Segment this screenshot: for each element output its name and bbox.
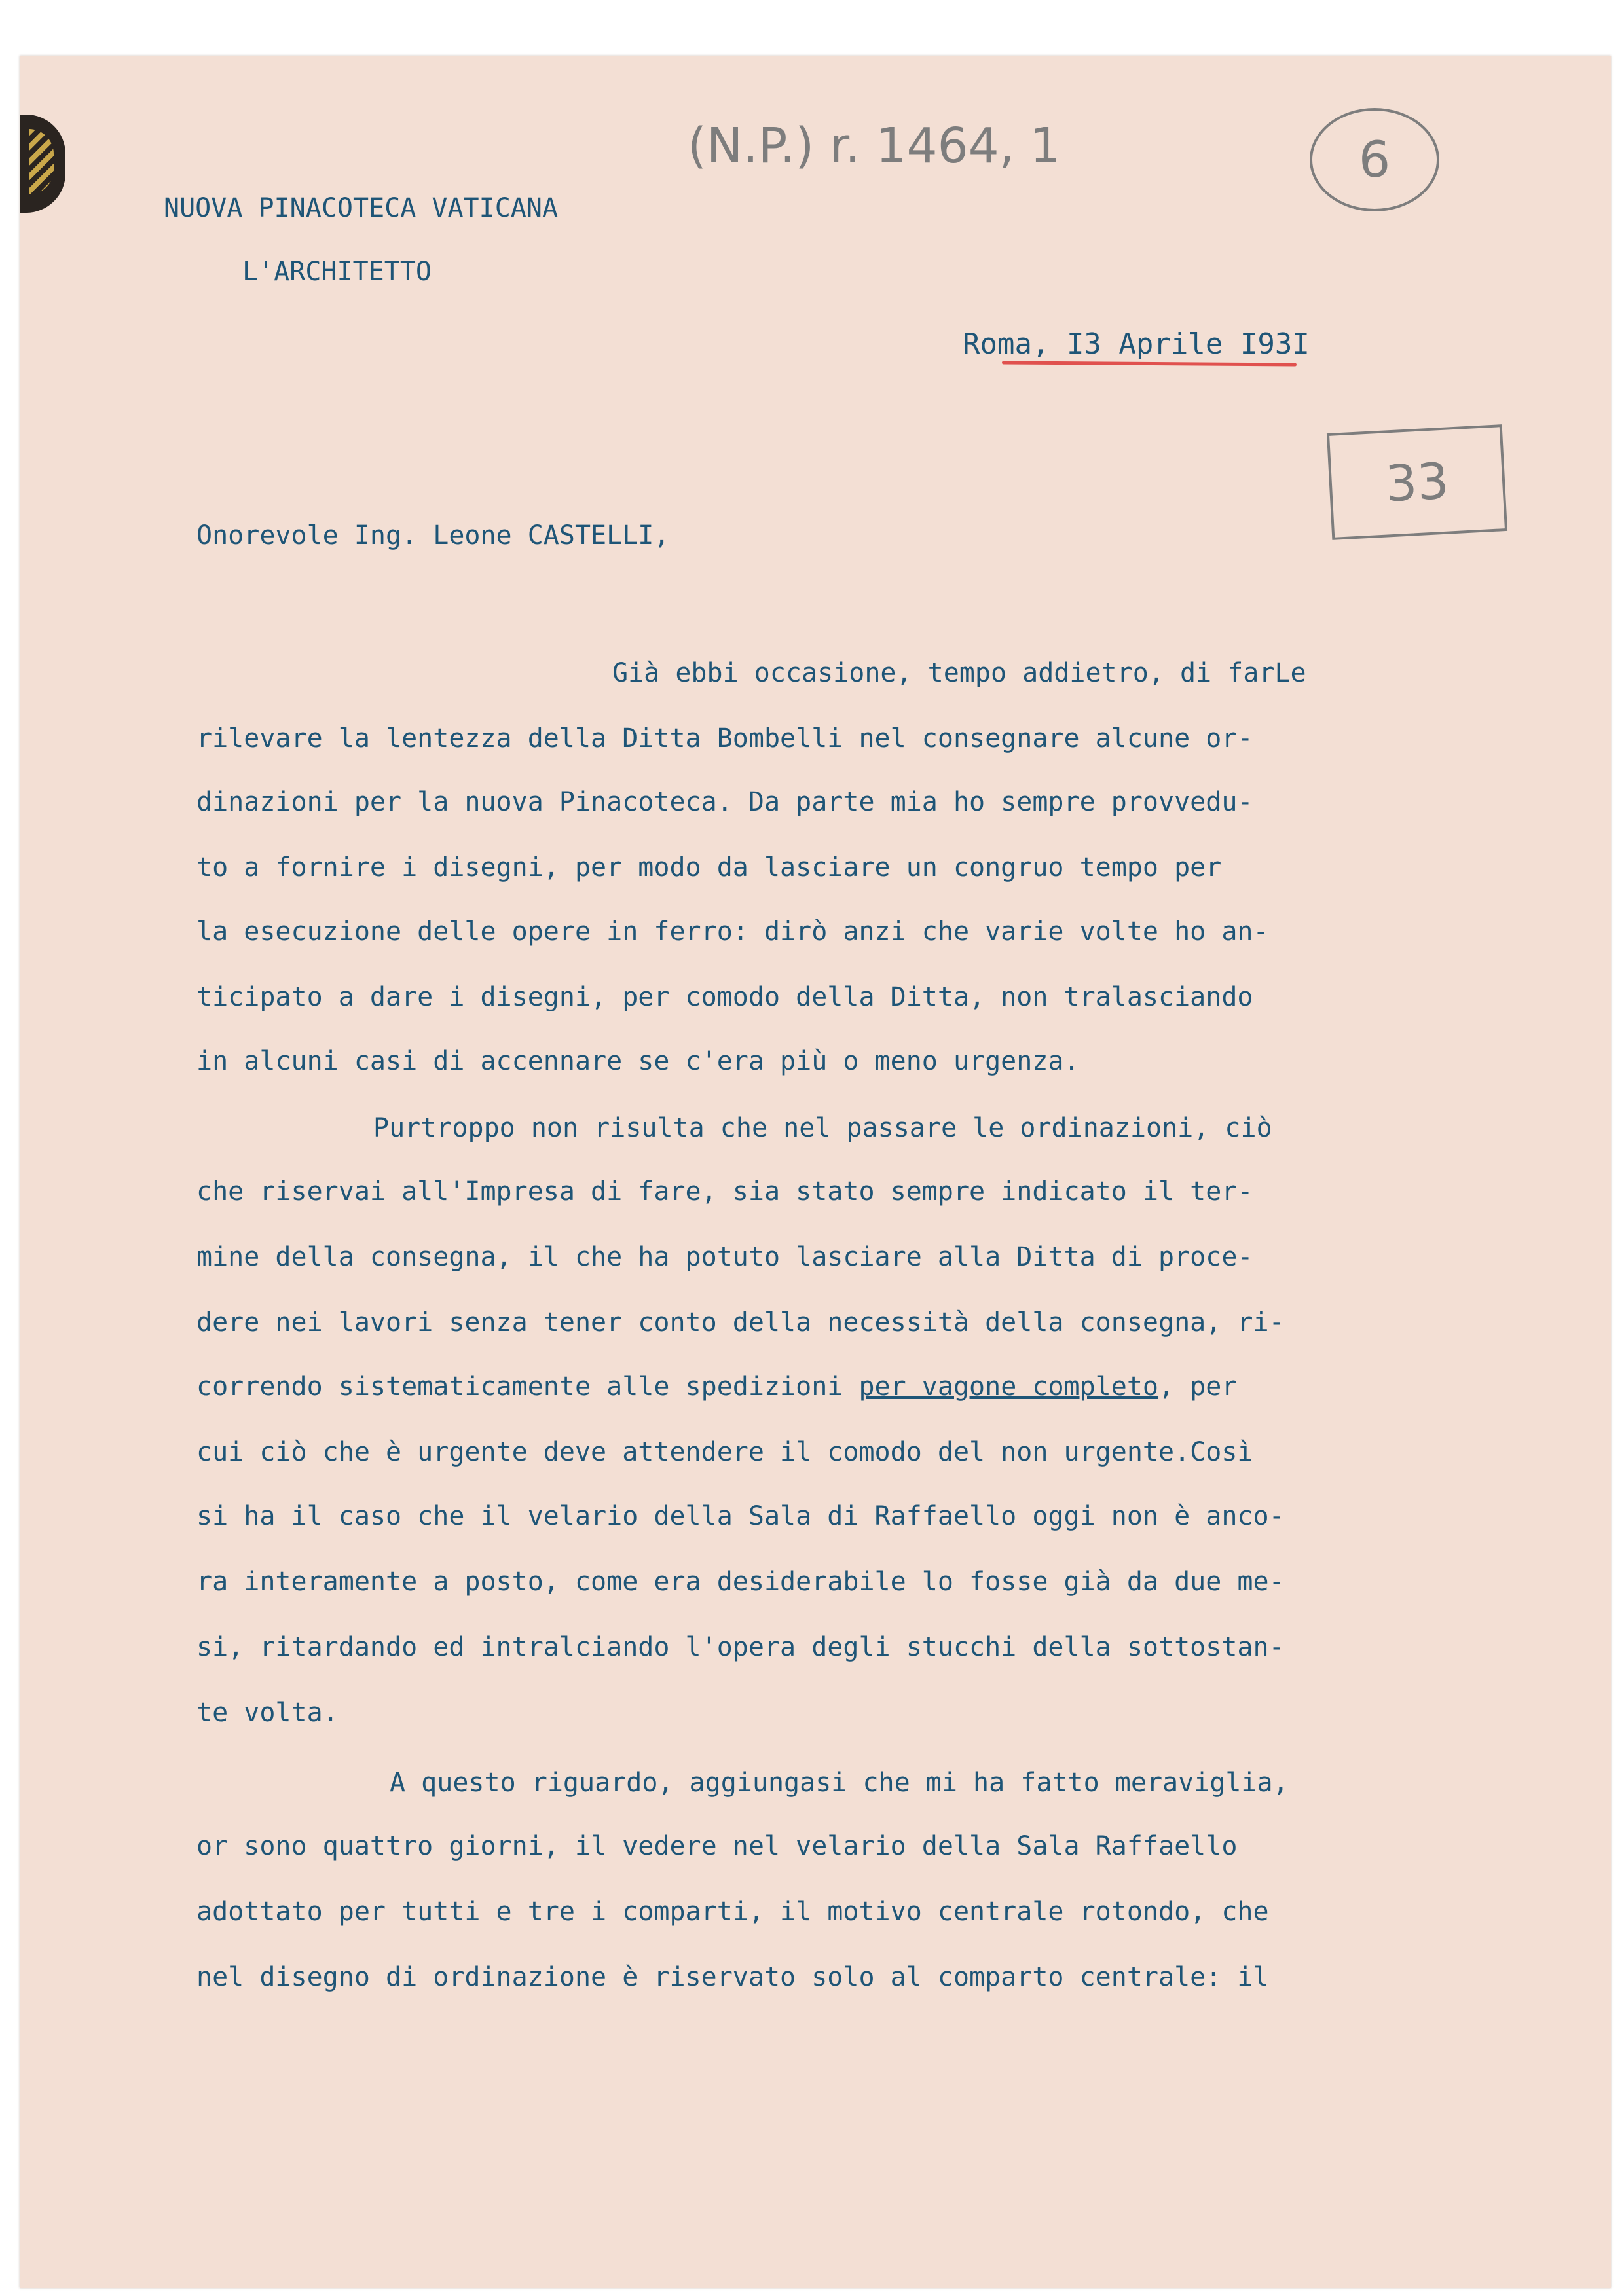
circled-number-text: 6 bbox=[1358, 130, 1391, 189]
dateline: Roma, I3 Aprile I93I bbox=[963, 327, 1310, 361]
paragraph1-line: la esecuzione delle opere in ferro: dirò anzi che varie volte ho an- bbox=[196, 917, 1269, 947]
paragraph1-line: ticipato a dare i disegni, per comodo della Ditta, non tralasciando bbox=[196, 982, 1253, 1012]
paragraph1-line: in alcuni casi di accennare se c'era più o meno urgenza. bbox=[196, 1046, 1080, 1076]
paragraph2-line: che riservai all'Impresa di fare, sia stato sempre indicato il ter- bbox=[196, 1176, 1253, 1207]
letter-sheet bbox=[20, 56, 1611, 2288]
paragraph1-line: Già ebbi occasione, tempo addietro, di farLe bbox=[612, 658, 1306, 688]
binder-clip bbox=[20, 115, 65, 213]
paragraph1-line: dinazioni per la nuova Pinacoteca. Da parte mia ho sempre provvedu- bbox=[196, 787, 1253, 817]
paragraph2-line: mine della consegna, il che ha potuto lasciare alla Ditta di proce- bbox=[196, 1242, 1253, 1272]
letterhead-institution: NUOVA PINACOTECA VATICANA bbox=[164, 193, 559, 223]
paragraph2-line: si ha il caso che il velario della Sala di Raffaello oggi non è anco- bbox=[196, 1501, 1285, 1531]
paragraph1-line: rilevare la lentezza della Ditta Bombelli nel consegnare alcune or- bbox=[196, 723, 1253, 754]
paragraph2-line: ra interamente a posto, come era desiderabile lo fosse già da due me- bbox=[196, 1567, 1285, 1597]
paragraph2-line: Purtroppo non risulta che nel passare le ordinazioni, ciò bbox=[373, 1113, 1272, 1143]
line-text: correndo sistematicamente alle spedizioni bbox=[196, 1372, 859, 1402]
paragraph1-line: to a fornire i disegni, per modo da lasciare un congruo tempo per bbox=[196, 852, 1222, 883]
archive-reference: (N.P.) r. 1464, 1 bbox=[688, 118, 1061, 174]
paragraph3-line: nel disegno di ordinazione è riservato solo al comparto centrale: il bbox=[196, 1962, 1269, 1992]
paragraph3-line: or sono quattro giorni, il vedere nel velario della Sala Raffaello bbox=[196, 1831, 1238, 1861]
paragraph2-line bbox=[196, 1372, 1237, 1402]
letterhead-office: L'ARCHITETTO bbox=[242, 257, 432, 287]
paragraph3-line: A questo riguardo, aggiungasi che mi ha fatto meraviglia, bbox=[390, 1768, 1289, 1798]
boxed-number-text: 33 bbox=[1384, 451, 1450, 513]
underlined-phrase: per vagone completo bbox=[858, 1372, 1159, 1402]
paragraph2-line: dere nei lavori senza tener conto della necessità della consegna, ri- bbox=[196, 1307, 1285, 1338]
boxed-folio-number bbox=[1327, 424, 1507, 540]
paragraph2-line: si, ritardando ed intralciando l'opera degli stucchi della sottostan- bbox=[196, 1632, 1285, 1662]
line-text: , per bbox=[1158, 1372, 1238, 1402]
circled-page-number bbox=[1310, 108, 1439, 211]
salutation: Onorevole Ing. Leone CASTELLI, bbox=[196, 520, 670, 551]
paragraph3-line: adottato per tutti e tre i comparti, il motivo centrale rotondo, che bbox=[196, 1897, 1269, 1927]
paragraph2-line: cui ciò che è urgente deve attendere il comodo del non urgente.Così bbox=[196, 1437, 1253, 1467]
paragraph2-line: te volta. bbox=[196, 1698, 339, 1728]
